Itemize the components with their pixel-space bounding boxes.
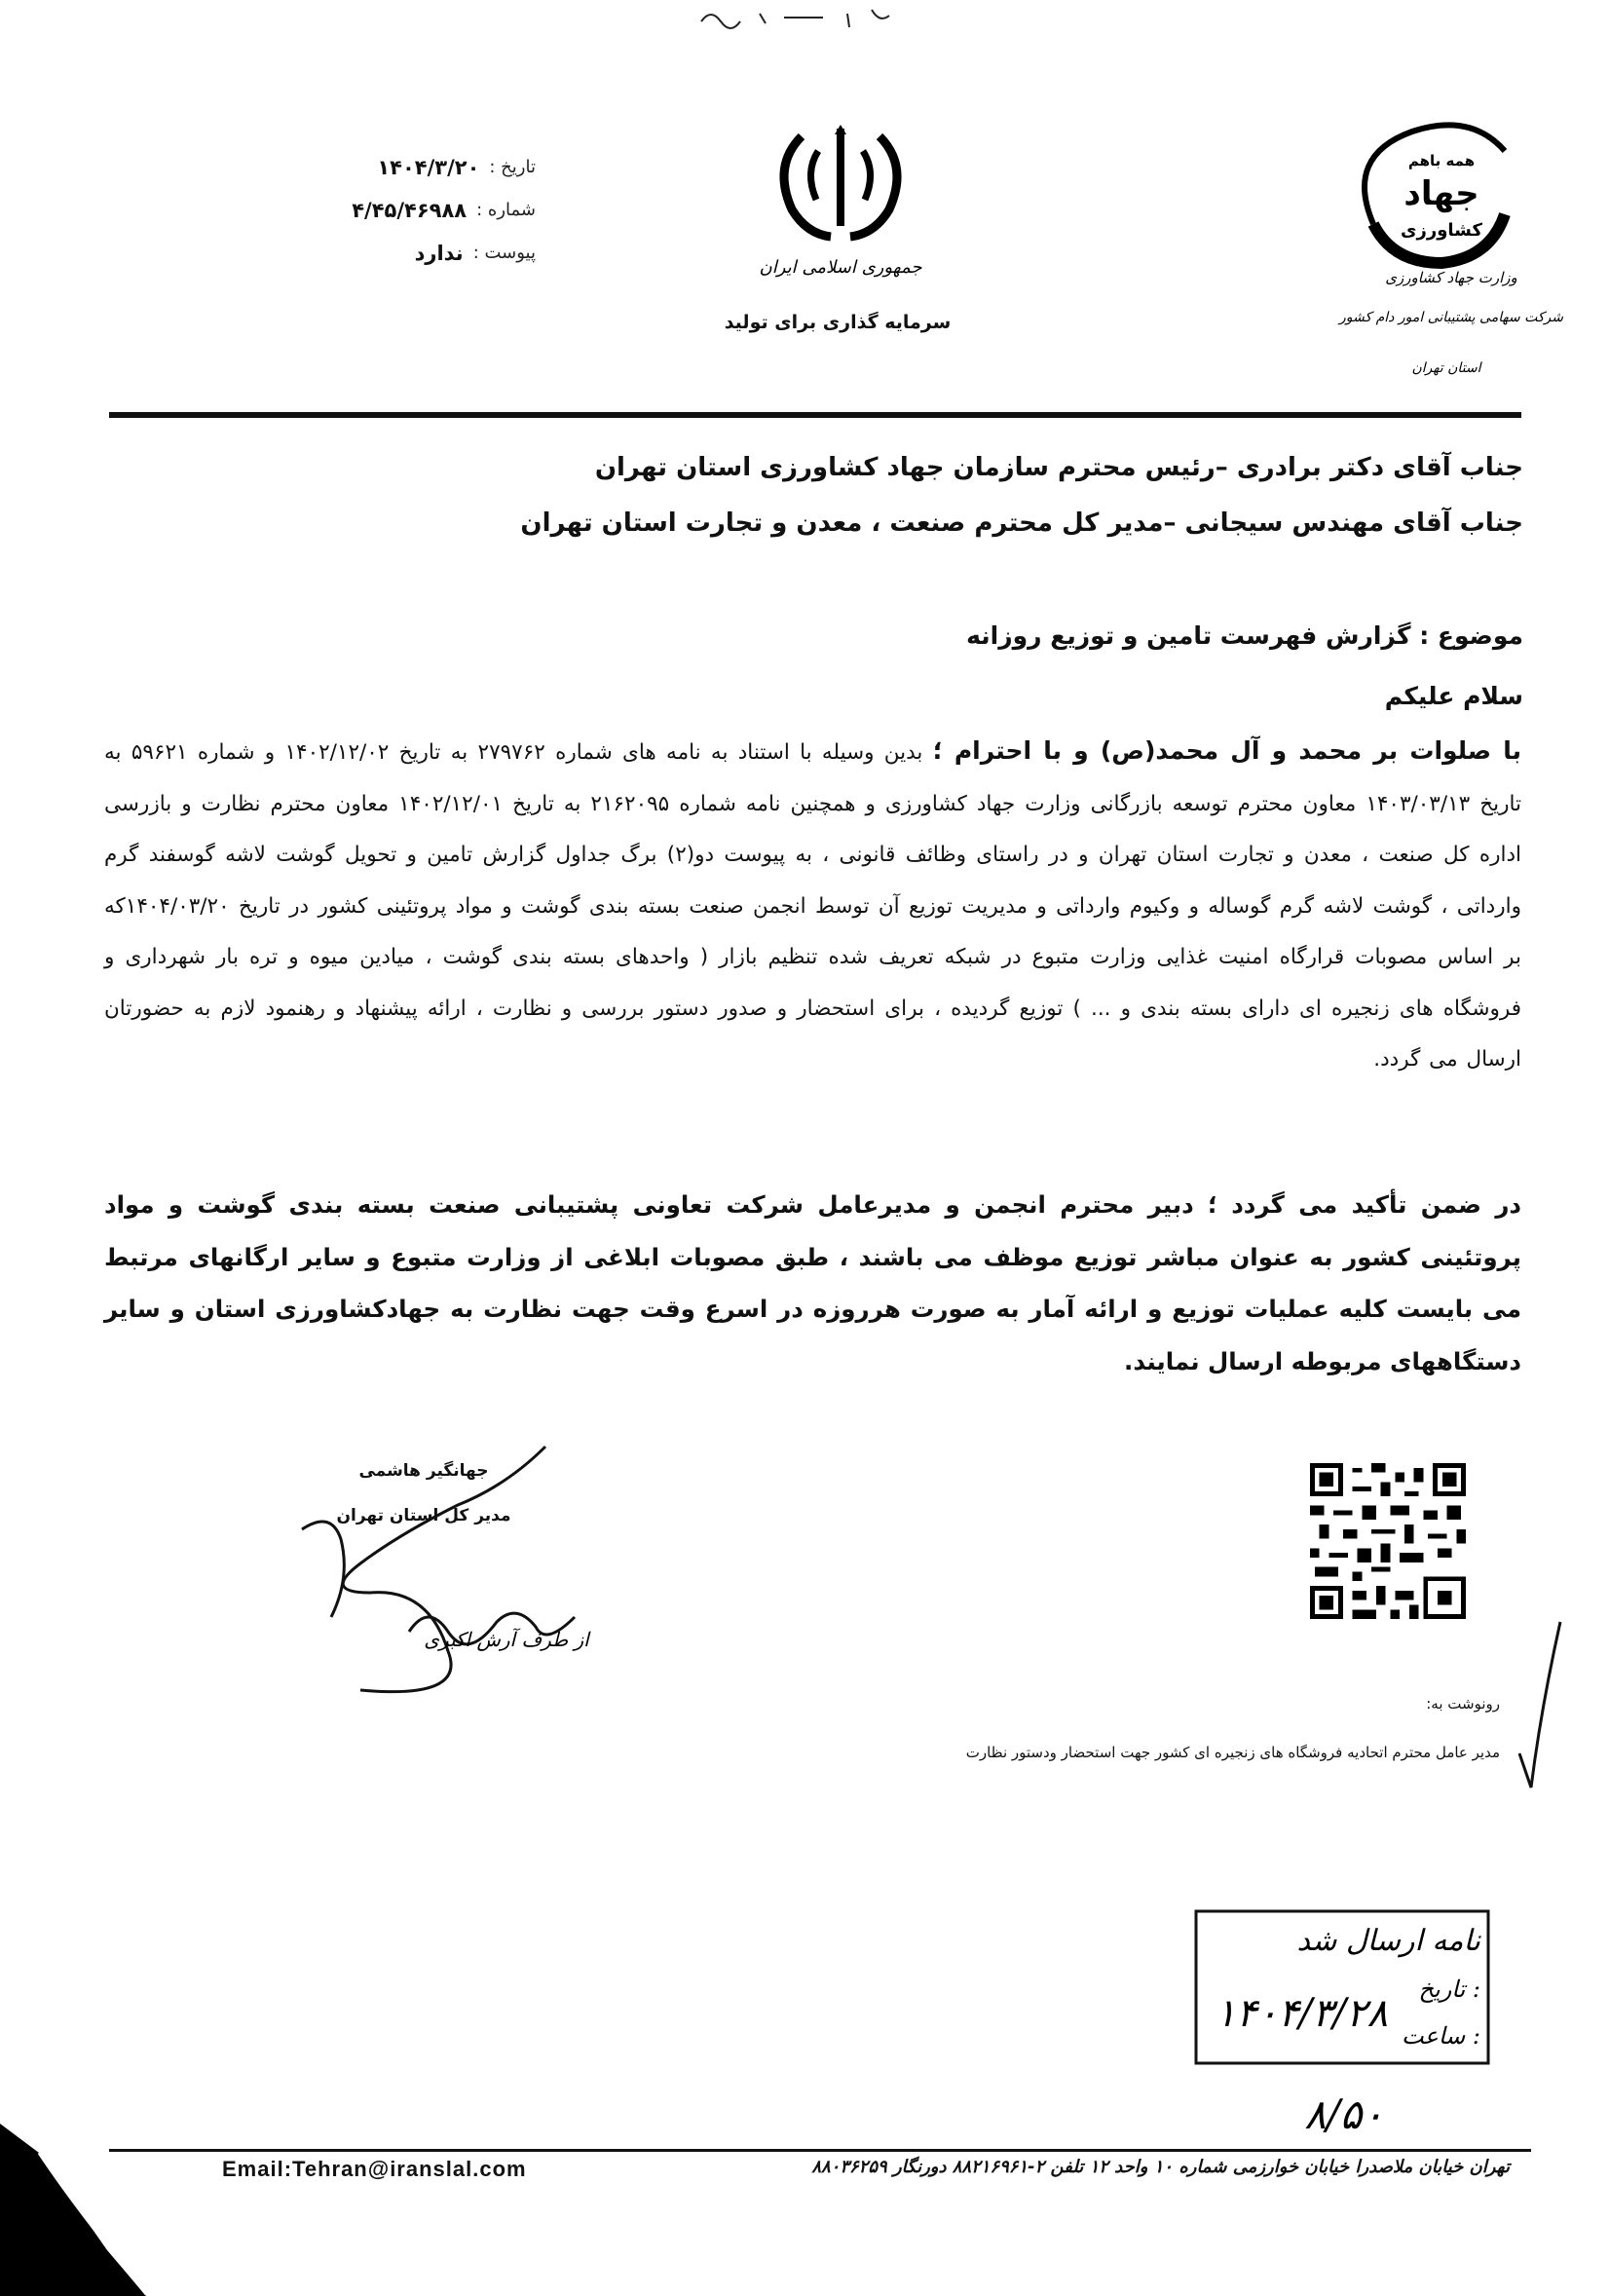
handwritten-check-mark (1515, 1617, 1563, 1792)
handwritten-time (1266, 2085, 1422, 2143)
body-text: بدین وسیله با استناد به نامه های شماره ۲۷۹۷۶۲ به تاریخ ۱۴۰۲/۱۲/۰۲ و شماره ۵۹۶۲۱ به تاریخ ۱۴۰۳/۰۳/۱۳ معاون محترم توسعه بازرگانی وزارت جهاد کشاورزی و همچنین نامه شماره ۲۱۶۲۰۹۵ به تاریخ ۱۴۰۲/۱۲/۰۱ معاون محترم نظارت و بازرسی اداره کل صنعت ، معدن و تجارت استان تهران و در راستای وظائف قانونی ، به پیوست دو(۲) برگ جداول گزارش تامین و تحویل گوشت لاشه گوسفند گرم وارداتی ، گوشت لاشه گرم گوساله و وکیوم وارداتی و مدیریت توزیع آن توسط انجمن صنعت بسته بندی گوشت و مواد پروتئینی کشور در تاریخ ۱۴۰۴/۰۳/۲۰که بر اساس مصوبات قرارگاه امنیت غذایی وزارت متبوع در شبکه تعریف شده تنظیم بازار ( واحدهای بسته بندی گوشت ، میادین میوه و تره بار شهرداری و فروشگاه های زنجیره ای دارای بسته بندی و ... ) توزیع گردیده ، برای استحضار و صدور دستور بررسی و نظارت ، ارائه پیشنهاد و رهنمود لازم به حضورتان ارسال می گردد. (104, 740, 1521, 1072)
attachment-label: پیوست : (472, 243, 536, 263)
attachment-row (292, 232, 536, 275)
footer-divider (109, 2149, 1531, 2152)
header-divider (109, 412, 1521, 418)
number-value: ۴/۴۵/۴۶۹۸۸ (352, 199, 468, 222)
addressee-2: جناب آقای مهندس سیجانی –مدیر کل محترم صنعت ، معدن و تجارت استان تهران (520, 508, 1523, 538)
signature-note: از طرف آرش اکبری (424, 1628, 589, 1651)
emblem-caption: جمهوری اسلامی ایران (759, 257, 922, 278)
cc-label: رونوشت به: (1426, 1695, 1500, 1713)
scan-scribble-mark (692, 0, 935, 39)
scan-corner-shadow (0, 2124, 156, 2296)
logo-sub-text: کشاورزی (1401, 220, 1482, 241)
signatory-title: مدیر کل استان تهران (336, 1506, 511, 1525)
logo-top-text: همه باهم (1407, 152, 1476, 169)
qr-code-icon (1310, 1463, 1466, 1619)
date-row (292, 146, 536, 189)
number-label: شماره : (476, 200, 536, 220)
stamp-time-label: ساعت : (1401, 2022, 1480, 2050)
slogan: سرمایه گذاری برای تولید (724, 312, 952, 333)
signatory (326, 1449, 521, 1538)
greeting: سلام علیکم (1384, 682, 1523, 710)
body-opening: با صلوات بر محمد و آل محمد(ص) و با احترام ؛ (932, 736, 1521, 765)
emphasis-paragraph: در ضمن تأکید می گردد ؛ دبیر محترم انجمن و مدیرعامل شرکت تعاونی پشتیبانی صنعت بسته بندی گوشت و مواد پروتئینی کشور به عنوان مباشر توزیع موظف می باشند ، طبق مصوبات ابلاغی از وزارت متبوع و سایر ارگانهای مرتبط می بایست کلیه عملیات توزیع و ارائه آمار به صورت هرروزه در اسرع وقت جهت نظارت به جهادکشاورزی استان و سایر دستگاههای مربوطه ارسال نمایند. (104, 1190, 1521, 1375)
subject-line: موضوع : گزارش فهرست تامین و توزیع روزانه (966, 621, 1523, 650)
letter-body (104, 726, 1521, 1086)
iran-emblem-icon (748, 117, 933, 282)
stamp-title: نامه ارسال شد (1296, 1924, 1480, 1958)
letter-meta (292, 146, 536, 275)
ministry-line1: وزارت جهاد کشاورزی (1385, 269, 1517, 286)
logo-main-text: جهاد (1403, 174, 1479, 213)
footer-email: Email:Tehran@iranslal.com (222, 2157, 527, 2181)
signatory-name: جهانگیر هاشمی (358, 1461, 489, 1481)
ministry-handwritten-title (1325, 263, 1563, 390)
ministry-line2: شرکت سهامی پشتیبانی امور دام کشور (1339, 310, 1563, 325)
stamp-date-value: ۱۴۰۴/۳/۲۸ (1215, 1991, 1388, 2036)
cc-recipient: مدیر عامل محترم اتحادیه فروشگاه های زنجیره ای کشور جهت استحضار ودستور نظارت (965, 1744, 1500, 1761)
stamp-date-label: تاریخ : (1418, 1976, 1480, 2003)
handwritten-time-text: ۸/۵۰ (1304, 2090, 1384, 2138)
date-value: ۱۴۰۴/۳/۲۰ (377, 156, 480, 179)
number-row (292, 189, 536, 232)
date-label: تاریخ : (489, 157, 536, 177)
attachment-value: ندارد (414, 242, 464, 265)
addressee-1: جناب آقای دکتر برادری –رئیس محترم سازمان جهاد کشاورزی استان تهران (594, 453, 1523, 482)
ministry-line3: استان تهران (1411, 360, 1481, 376)
footer-address: تهران خیابان ملاصدرا خیابان خوارزمی شماره ۱۰ واحد ۱۲ تلفن ۲-۸۸۲۱۶۹۶۱ دورنگار ۸۸۰۳۶۲۵۹ (811, 2157, 1510, 2177)
sent-stamp (1169, 1909, 1490, 2065)
